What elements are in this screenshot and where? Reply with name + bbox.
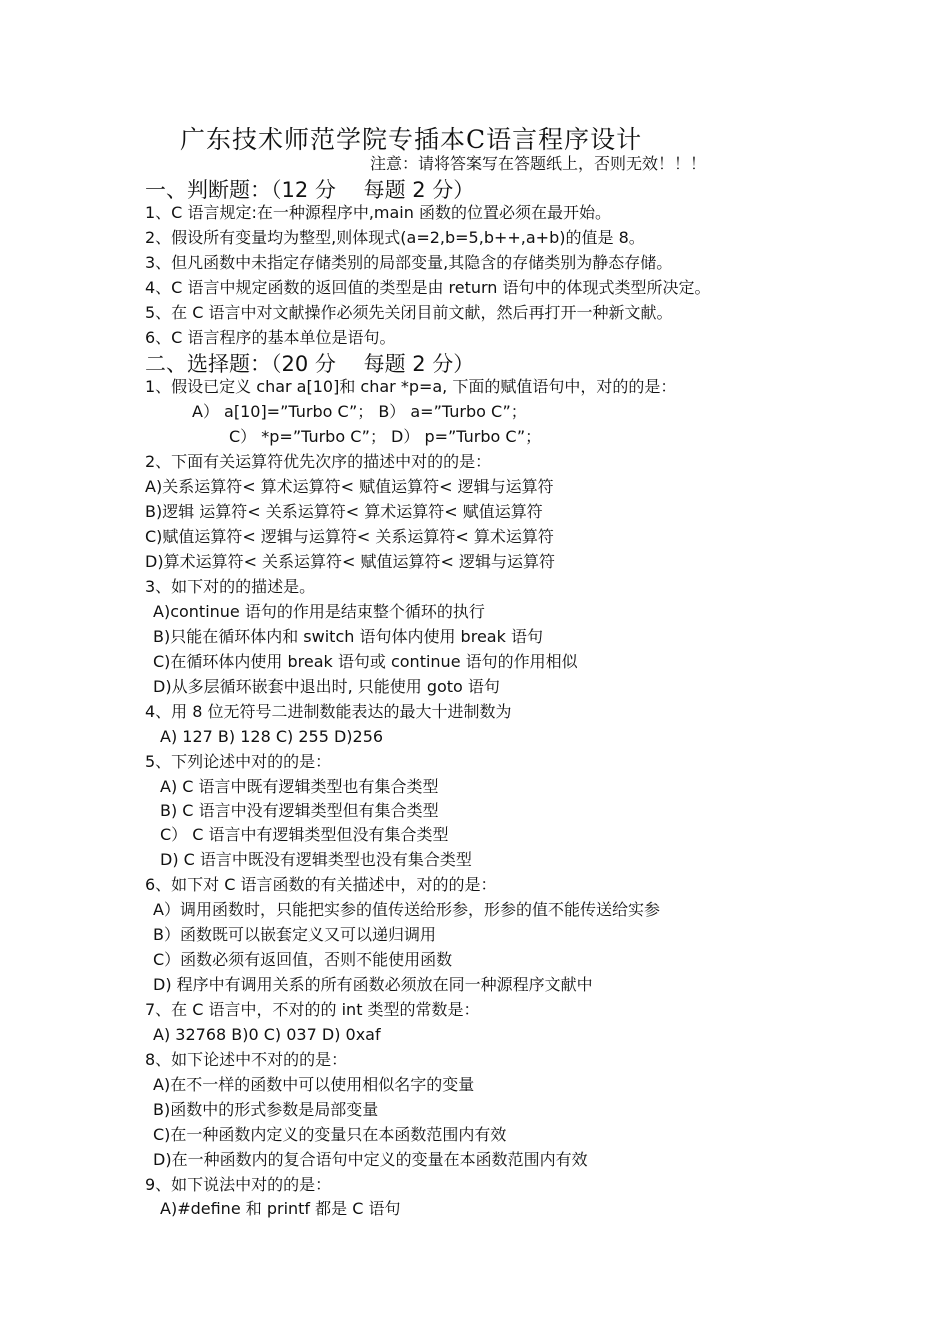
exam-title: 广东技术师范学院专插本C语言程序设计: [180, 125, 643, 154]
mc-q5-option-c: C） C 语言中有逻辑类型但没有集合类型: [160, 825, 449, 844]
mc-q3-option-a: A)continue 语句的作用是结束整个循环的执行: [153, 602, 485, 621]
tf-question-2: 2、假设所有变量均为整型,则体现式(a=2,b=5,b++,a+b)的值是 8。: [145, 228, 645, 247]
mc-q8-option-b: B)函数中的形式参数是局部变量: [153, 1100, 379, 1119]
mc-q7-options: A) 32768 B)0 C) 037 D) 0xaf: [153, 1025, 381, 1044]
mc-question-2: 2、下面有关运算符优先次序的描述中对的的是：: [145, 452, 492, 471]
mc-q1-options-ab: A） a[10]=”Turbo C”； B） a=”Turbo C”；: [192, 402, 527, 421]
tf-question-3: 3、但凡函数中未指定存储类别的局部变量,其隐含的存储类别为静态存储。: [145, 253, 673, 272]
tf-question-5: 5、在 C 语言中对文献操作必须先关闭目前文献，然后再打开一种新文献。: [145, 303, 673, 322]
section-true-false-heading: 一、判断题：（12 分 每题 2 分）: [145, 178, 475, 202]
tf-question-1: 1、C 语言规定:在一种源程序中,main 函数的位置必须在最开始。: [145, 203, 611, 222]
mc-q6-option-d: D) 程序中有调用关系的所有函数必须放在同一种源程序文献中: [153, 975, 593, 994]
mc-q6-option-b: B）函数既可以嵌套定义又可以递归调用: [153, 925, 436, 944]
mc-q2-option-d: D)算术运算符< 关系运算符< 赋值运算符< 逻辑与运算符: [145, 552, 556, 571]
mc-question-1: 1、假设已定义 char a[10]和 char *p=a, 下面的赋值语句中，对的的是：: [145, 377, 677, 396]
mc-q4-options: A) 127 B) 128 C) 255 D)256: [160, 727, 384, 746]
mc-question-7: 7、在 C 语言中，不对的的 int 类型的常数是：: [145, 1000, 480, 1019]
mc-q6-option-c: C）函数必须有返回值，否则不能使用函数: [153, 950, 453, 969]
tf-question-4: 4、C 语言中规定函数的返回值的类型是由 return 语句中的体现式类型所决定。: [145, 278, 711, 297]
mc-question-3: 3、如下对的的描述是。: [145, 577, 316, 596]
mc-question-4: 4、用 8 位无符号二进制数能表达的最大十进制数为: [145, 702, 512, 721]
mc-question-9: 9、如下说法中对的的是：: [145, 1175, 332, 1194]
mc-q5-option-d: D) C 语言中既没有逻辑类型也没有集合类型: [160, 850, 472, 869]
tf-question-6: 6、C 语言程序的基本单位是语句。: [145, 328, 396, 347]
mc-q9-option-a: A)#define 和 printf 都是 C 语句: [160, 1199, 401, 1218]
mc-q2-option-a: A)关系运算符< 算术运算符< 赋值运算符< 逻辑与运算符: [145, 477, 554, 496]
mc-question-6: 6、如下对 C 语言函数的有关描述中，对的的是：: [145, 875, 497, 894]
mc-q3-option-b: B)只能在循环体内和 switch 语句体内使用 break 语句: [153, 627, 543, 646]
mc-q6-option-a: A）调用函数时，只能把实参的值传送给形参，形参的值不能传送给实参: [153, 900, 660, 919]
mc-question-8: 8、如下论述中不对的的是：: [145, 1050, 348, 1069]
mc-q3-option-c: C)在循环体内使用 break 语句或 continue 语句的作用相似: [153, 652, 578, 671]
mc-q5-option-a: A) C 语言中既有逻辑类型也有集合类型: [160, 777, 439, 796]
mc-q3-option-d: D)从多层循环嵌套中退出时, 只能使用 goto 语句: [153, 677, 500, 696]
section-choice-heading: 二、选择题：（20 分 每题 2 分）: [145, 352, 475, 376]
mc-q1-options-cd: C） *p=”Turbo C”； D） p=”Turbo C”；: [229, 427, 542, 446]
answer-notice: 注意：请将答案写在答题纸上，否则无效！！！: [370, 154, 707, 173]
mc-question-5: 5、下列论述中对的的是：: [145, 752, 332, 771]
mc-q8-option-a: A)在不一样的函数中可以使用相似名字的变量: [153, 1075, 475, 1094]
mc-q5-option-b: B) C 语言中没有逻辑类型但有集合类型: [160, 801, 439, 820]
mc-q8-option-d: D)在一种函数内的复合语句中定义的变量在本函数范围内有效: [153, 1150, 588, 1169]
mc-q8-option-c: C)在一种函数内定义的变量只在本函数范围内有效: [153, 1125, 507, 1144]
mc-q2-option-b: B)逻辑 运算符< 关系运算符< 算术运算符< 赋值运算符: [145, 502, 543, 521]
mc-q2-option-c: C)赋值运算符< 逻辑与运算符< 关系运算符< 算术运算符: [145, 527, 554, 546]
